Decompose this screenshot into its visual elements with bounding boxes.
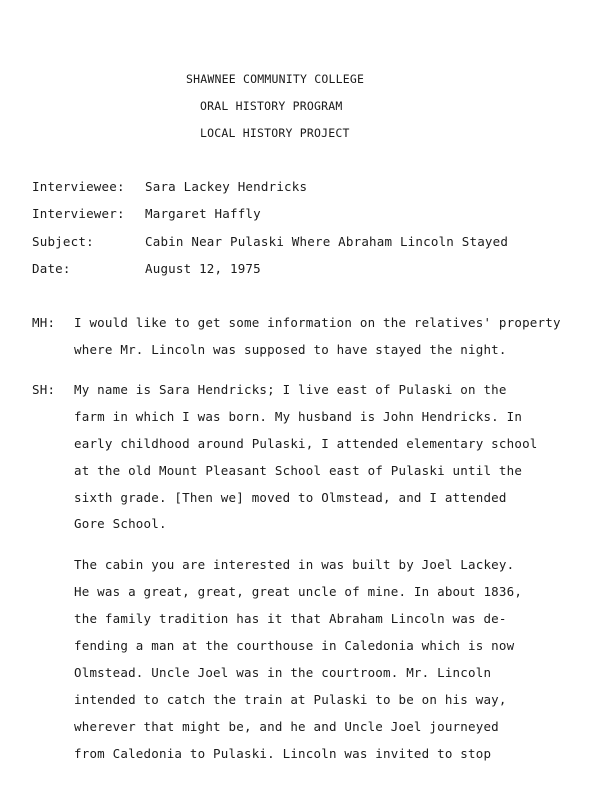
transcript-line: fending a man at the courthouse in Caledonia which is now: [74, 638, 515, 653]
interviewer-value: Margaret Haffly: [145, 206, 261, 221]
date-label: Date:: [32, 261, 71, 276]
transcript-line: He was a great, great, great uncle of mine. In about 1836,: [74, 584, 523, 599]
college-heading: SHAWNEE COMMUNITY COLLEGE: [186, 72, 365, 86]
transcript-line: wherever that might be, and he and Uncle Joel journeyed: [74, 719, 499, 734]
subject-label: Subject:: [32, 234, 94, 249]
transcript-line: I would like to get some information on the relatives' property: [74, 315, 561, 330]
transcript-line: My name is Sara Hendricks; I live east of Pulaski on the: [74, 382, 507, 397]
project-heading: LOCAL HISTORY PROJECT: [200, 126, 350, 140]
transcript-line: Gore School.: [74, 516, 167, 531]
transcript-line: from Caledonia to Pulaski. Lincoln was invited to stop: [74, 746, 492, 761]
program-heading: ORAL HISTORY PROGRAM: [200, 99, 343, 113]
subject-value: Cabin Near Pulaski Where Abraham Lincoln Stayed: [145, 234, 509, 249]
transcript-line: early childhood around Pulaski, I attended elementary school: [74, 436, 538, 451]
transcript-line: intended to catch the train at Pulaski to be on his way,: [74, 692, 507, 707]
interviewee-value: Sara Lackey Hendricks: [145, 179, 308, 194]
transcript-line: sixth grade. [Then we] moved to Olmstead, and I attended: [74, 490, 507, 505]
speaker-label: SH:: [32, 382, 56, 397]
transcript-line: The cabin you are interested in was built by Joel Lackey.: [74, 557, 515, 572]
transcript-line: Olmstead. Uncle Joel was in the courtroom. Mr. Lincoln: [74, 665, 492, 680]
interviewee-label: Interviewee:: [32, 179, 125, 194]
transcript-line: where Mr. Lincoln was supposed to have stayed the night.: [74, 342, 507, 357]
speaker-label: MH:: [32, 315, 56, 330]
date-value: August 12, 1975: [145, 261, 261, 276]
transcript-line: farm in which I was born. My husband is John Hendricks. In: [74, 409, 523, 424]
transcript-line: at the old Mount Pleasant School east of Pulaski until the: [74, 463, 523, 478]
interviewer-label: Interviewer:: [32, 206, 125, 221]
transcript-line: the family tradition has it that Abraham Lincoln was de-: [74, 611, 507, 626]
